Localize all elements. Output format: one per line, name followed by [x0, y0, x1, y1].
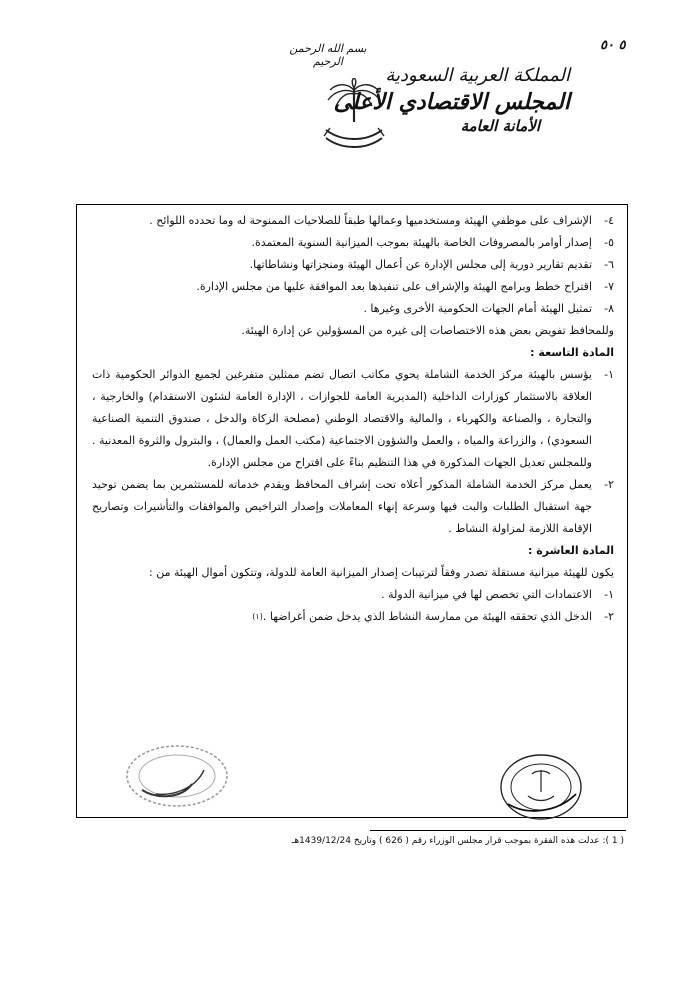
article-9-heading: المادة التاسعة : [530, 346, 614, 359]
list-item: ٥- إصدار أوامر بالمصروفات الخاصة بالهيئة بموجب الميزانية السنوية المعتمدة. [251, 236, 614, 249]
list-item: ٦- تقديم تقارير دورية إلى مجلس الإدارة عن أعمال الهيئة ومنجزاتها ونشاطاتها. [249, 258, 614, 271]
items-list-b [92, 364, 614, 540]
letterhead [334, 66, 570, 134]
items-list-c [92, 584, 614, 628]
document-body [92, 210, 614, 628]
stamp-right-icon [498, 752, 584, 822]
list-item: ١- الاعتمادات التي تخصص لها في ميزانية الدولة . [381, 588, 614, 601]
basmala: بسم الله الرحمن الرحيم [289, 42, 367, 68]
article-10-heading: المادة العاشرة : [528, 544, 614, 557]
items-list-a [92, 210, 614, 320]
list-item: ٨- تمثيل الهيئة أمام الجهات الحكومية الأخرى وغيرها . [363, 302, 614, 315]
footnote: ( 1 ): عدلت هذه الفقرة بموجب قرار مجلس الوزراء رقم ( 626 ) وتاريخ 1439/12/24هـ [291, 836, 624, 846]
footnote-separator [370, 830, 626, 831]
stamp-left-icon [122, 740, 232, 812]
list-item: ٢- الدخل الذي تحققه الهيئة من ممارسة النشاط الذي يدخل ضمن أغراضها . (١) [92, 606, 614, 628]
list-item: ٢- يعمل مركز الخدمة الشاملة المذكور أعلاه تحت إشراف المحافظ ويقدم خدماته للمستثمرين بما يضمن توحيد جهة استقبال الطلبات والبت فيها وسرعة إنهاء المعاملات وإصدار التراخيص والموافقات والتأشيرات وتصاريح الإقامة اللازمة لمزاولة النشاط . [92, 478, 614, 535]
page-marker: ٥ ٥٠ [600, 38, 626, 53]
footnote-reference: (١) [252, 612, 263, 621]
letterhead-council: المجلس الاقتصادي الأعلى [333, 88, 570, 115]
letterhead-country: المملكة العربية السعودية [385, 65, 570, 86]
list-item: ٤- الإشراف على موظفي الهيئة ومستخدميها وعمالها طبقاً للصلاحيات الممنوحة له وما تحدده اللوائح . [149, 214, 614, 227]
list-item: ١- يؤسس بالهيئة مركز الخدمة الشاملة يحوي مكاتب اتصال تضم ممثلين متفرغين لجميع الدوائر الحكومية ذات العلاقة بالاستثمار كوزارات الداخلية (المديرية العامة للجوازات ، الإدارة العامة لشئون الاستقدام) والخارجية ، والتجارة ، والصناعة والكهرباء ، والمالية والاقتصاد الوطني (مصلحة الزكاة والدخل ، صندوق التنمية الصناعية السعودي) ، والزراعة والمياه ، والعمل والشؤون الاجتماعية (مكتب العمل والعمال) ، والبترول والثروة المعدنية . وللمجلس تعديل الجهات المذكورة في هذا التنظيم بناءً على اقتراح من مجلس الإدارة. [92, 368, 614, 469]
list-item: ٧- اقتراح خطط وبرامج الهيئة والإشراف على تنفيذها بعد الموافقة عليها من مجلس الإدارة. [196, 280, 614, 293]
delegation-paragraph: وللمحافظ تفويض بعض هذه الاختصاصات إلى غيره من المسؤولين عن إدارة الهيئة. [241, 324, 614, 337]
budget-paragraph: يكون للهيئة ميزانية مستقلة تصدر وفقاً لترتيبات إصدار الميزانية العامة للدولة، وتتكون أموال الهيئة من : [149, 566, 614, 579]
letterhead-secretariat: الأمانة العامة [460, 116, 540, 135]
